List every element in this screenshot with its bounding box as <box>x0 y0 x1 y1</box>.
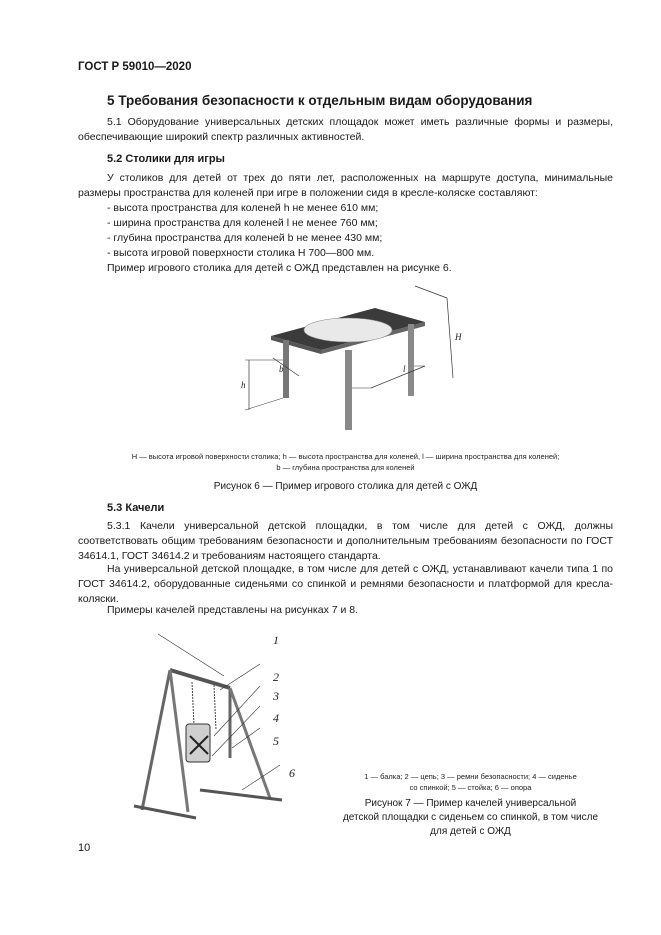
callout-3 <box>214 686 260 736</box>
document-id: ГОСТ Р 59010—2020 <box>78 61 192 73</box>
figure-6-play-table-drawing <box>225 278 475 440</box>
label-h: h <box>241 380 246 390</box>
dim-ext-h-bottom <box>245 398 283 410</box>
paragraph-5-2-intro: У столиков для детей от трех до пяти лет, расположенных на маршруте доступа, минимальные размеры пространства для коленей при игре в положении сидя в кресле-коляске составляют: <box>78 172 613 199</box>
figure-7-caption-line-3: для детей с ОЖД <box>430 826 511 837</box>
dim-line-H <box>447 298 453 378</box>
section-5-3-title: 5.3 Качели <box>107 502 165 514</box>
paragraph-5-3-1: 5.3.1 Качели универсальной детской площадки, в том числе для детей с ОЖД, должны соответствовать общим требованиям безопасности и дополнительным требованиям безопасности по ГОСТ 34614.1, ГОСТ 34614.2 и требованиям настоящего стандарта. <box>78 520 613 562</box>
figure-6-caption: Рисунок 6 — Пример игрового столика для детей с ОЖД <box>213 481 478 492</box>
callout-number-3: 3 <box>273 689 279 703</box>
list-item-knee-width: - ширина пространства для коленей l не менее 760 мм; <box>107 217 378 229</box>
section-5-2-title: 5.2 Столики для игры <box>107 153 225 165</box>
page-number: 10 <box>78 842 91 854</box>
swing-leg-left-front <box>142 670 170 810</box>
figure-7-caption-line-2: детской площадки с сиденьем со спинкой, в том числе <box>342 812 599 823</box>
label-l: l <box>403 364 406 374</box>
table-play-surface <box>304 318 392 342</box>
paragraph-figure-7-8-ref: Примеры качелей представлены на рисунках 7 и 8. <box>107 604 359 616</box>
callout-number-6: 6 <box>289 766 295 780</box>
figure-6-legend-line-1: H — высота игровой поверхности столика; h — высота пространства для коленей, l — ширина пространства для коленей; <box>131 452 560 461</box>
section-5-title: 5 Требования безопасности к отдельным видам оборудования <box>107 93 533 108</box>
callout-number-5: 5 <box>273 734 279 748</box>
callout-number-4: 4 <box>273 711 279 725</box>
list-item-table-height: - высота игровой поверхности столика H 700—800 мм. <box>107 247 375 259</box>
table-leg-back-right <box>408 324 414 396</box>
paragraph-5-3-swing-type: На универсальной детской площадке, в том числе для детей с ОЖД, устанавливают качели типа 1 по ГОСТ 34614.2, оборудованные сиденьями со спинкой и ремнями безопасности и платформой для кресла-коляски. <box>78 563 613 605</box>
swing-chain-left <box>192 682 194 726</box>
list-item-knee-depth: - глубина пространства для коленей b не менее 430 мм; <box>107 232 383 244</box>
label-b: b <box>279 364 284 374</box>
figure-7-caption-line-1: Рисунок 7 — Пример качелей универсальной <box>364 798 577 809</box>
table-leg-front-left <box>283 340 289 398</box>
callout-number-2: 2 <box>273 670 279 684</box>
figure-7-swing-drawing <box>130 630 305 830</box>
table-leg-front-right <box>345 350 352 430</box>
swing-leg-right-back <box>230 688 270 798</box>
paragraph-figure-6-ref: Пример игрового столика для детей с ОЖД представлен на рисунке 6. <box>107 262 452 274</box>
callout-6 <box>242 765 280 790</box>
figure-7-legend-line-1: 1 — балка; 2 — цепь; 3 — ремни безопасности; 4 — сиденье <box>364 772 577 781</box>
callout-2 <box>220 664 260 690</box>
callout-1 <box>158 634 224 676</box>
paragraph-5-1: 5.1 Оборудование универсальных детских площадок может иметь различные формы и размеры, обеспечивающие широкий спектр различных активностей. <box>78 116 613 143</box>
swing-beam <box>170 670 230 688</box>
figure-6-legend-line-2: b — глубина пространства для коленей <box>276 463 415 472</box>
swing-chain-right <box>214 685 216 730</box>
swing-leg-left-back <box>170 670 188 812</box>
dim-line-H-top <box>415 286 447 298</box>
dim-line-l <box>371 366 425 388</box>
figure-7-legend-line-2: со спинкой; 5 — стойка; 6 — опора <box>409 783 532 792</box>
callout-number-1: 1 <box>273 633 279 647</box>
list-item-knee-height: - высота пространства для коленей h не менее 610 мм; <box>107 202 379 214</box>
label-H: H <box>455 332 462 342</box>
